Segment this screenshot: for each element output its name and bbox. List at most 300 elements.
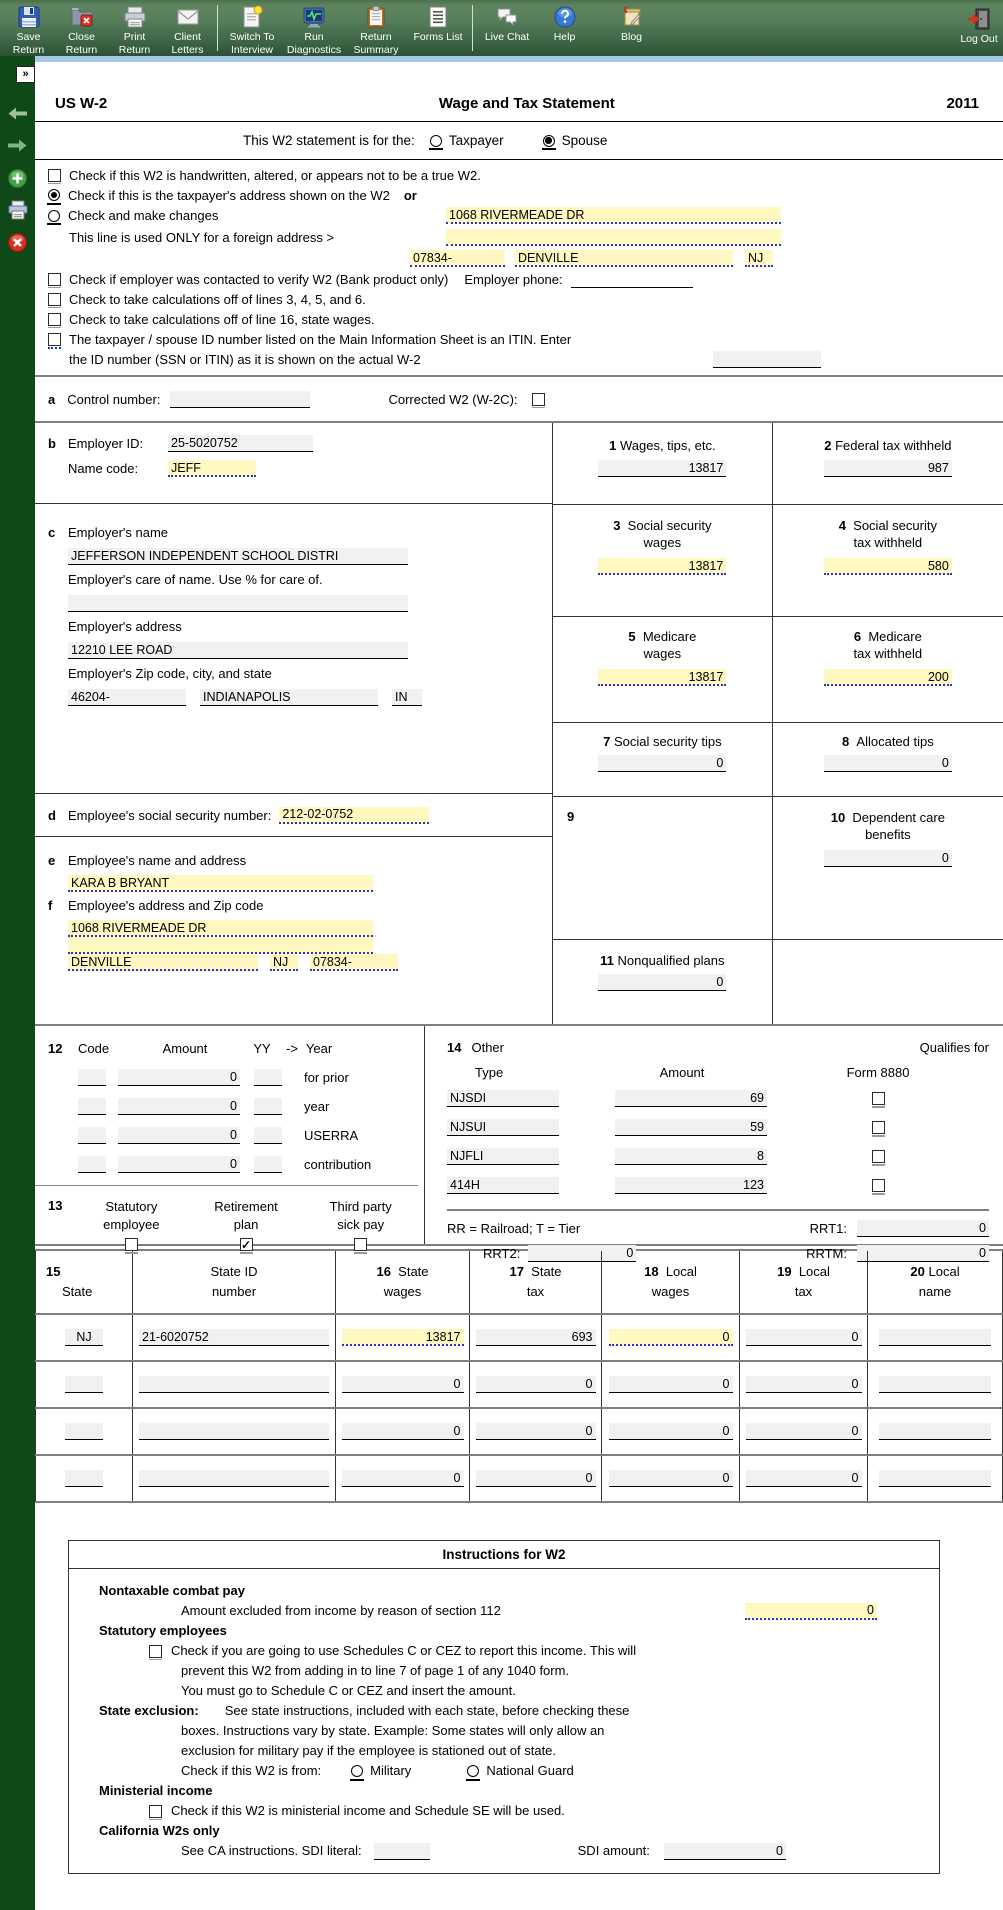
- employer-care-field[interactable]: [68, 595, 408, 612]
- control-number-field[interactable]: [170, 391, 310, 408]
- form-year: 2011: [946, 95, 979, 112]
- form-header: [35, 95, 1003, 112]
- forms-list-button[interactable]: [407, 4, 469, 44]
- box-12-13: [35, 1026, 425, 1244]
- military-radio[interactable]: [351, 1765, 363, 1777]
- box-13-thirdparty-label1: Third party: [329, 1199, 392, 1214]
- delete-form-icon[interactable]: [7, 232, 28, 256]
- box-4-label1: Social security: [853, 518, 937, 533]
- employer-name-label: Employer's name: [68, 525, 169, 540]
- calc-off-16-checkbox[interactable]: [48, 313, 61, 326]
- col-16-header: 16 State wages: [336, 1251, 470, 1313]
- qualifies-8880-checkbox-4[interactable]: [872, 1179, 885, 1192]
- taxpayer-label: Taxpayer: [448, 133, 504, 148]
- make-changes-label: Check and make changes: [68, 208, 219, 223]
- box-4-num: 4: [838, 518, 846, 533]
- col-17-header: 17 State tax: [470, 1251, 602, 1313]
- log-out-icon: [966, 6, 992, 32]
- print-page-icon[interactable]: [7, 200, 29, 223]
- box-d-letter: d: [48, 807, 56, 823]
- box-3: [553, 505, 772, 616]
- box-12-num: 12: [48, 1041, 63, 1056]
- box-14-amount-header: Amount: [659, 1064, 705, 1080]
- box-10-label1: Dependent care: [852, 810, 945, 825]
- ministerial-heading: Ministerial income: [99, 1783, 213, 1798]
- client-letters-button[interactable]: [161, 4, 214, 57]
- save-return-icon: [16, 4, 42, 30]
- box-14-label: Other: [471, 1039, 504, 1055]
- foreign-address-label: This line is used ONLY for a foreign address >: [69, 229, 335, 245]
- employee-city-field[interactable]: DENVILLE: [68, 954, 258, 971]
- main-toolbar: [0, 0, 1003, 56]
- california-heading: California W2s only: [99, 1823, 220, 1838]
- box-12-amount-field-3[interactable]: 0: [118, 1127, 240, 1144]
- spouse-radio[interactable]: [543, 135, 555, 147]
- state-tax-field-4[interactable]: 0: [476, 1470, 596, 1487]
- live-chat-label: Live Chat: [484, 31, 530, 43]
- employer-phone-label: Employer phone:: [464, 271, 563, 287]
- local-wages-field-4[interactable]: 0: [609, 1470, 733, 1487]
- box-12-amount-field-1[interactable]: 0: [118, 1069, 240, 1086]
- forms-list-label: Forms List: [413, 31, 463, 43]
- rrt1-field[interactable]: 0: [857, 1220, 989, 1237]
- box-5-num: 5: [628, 629, 636, 644]
- switch-to-interview-label: Switch To Interview: [229, 31, 275, 57]
- state-field-4[interactable]: [65, 1470, 103, 1487]
- qualifies-8880-checkbox-1[interactable]: [872, 1092, 885, 1105]
- save-return-button[interactable]: [2, 4, 55, 57]
- employer-address-label: Employer's address: [68, 619, 182, 634]
- w2-from-label: Check if this W2 is from:: [181, 1763, 322, 1778]
- box-8: [772, 723, 1003, 796]
- retirement-plan-checkbox[interactable]: [240, 1238, 253, 1251]
- close-return-label: Close Return: [65, 31, 98, 57]
- state-id-field-2[interactable]: [139, 1376, 329, 1393]
- state-id-field-3[interactable]: [139, 1423, 329, 1440]
- control-number-label: Control number:: [67, 391, 161, 407]
- itin-checkbox[interactable]: [48, 333, 61, 346]
- local-name-field-3[interactable]: [879, 1423, 991, 1440]
- state-local-table: [35, 1249, 1003, 1503]
- col-stateid-header: State ID number: [133, 1251, 336, 1313]
- box-12-yy-field-3[interactable]: [254, 1127, 282, 1144]
- ministerial-checkbox[interactable]: [149, 1805, 162, 1818]
- employee-state-field[interactable]: NJ: [270, 954, 298, 971]
- forms-list-icon: [425, 4, 451, 30]
- live-chat-icon: [494, 4, 520, 30]
- city-field[interactable]: DENVILLE: [515, 250, 733, 267]
- box-5-label1: Medicare: [642, 629, 697, 644]
- rrt1-label: RRT1:: [809, 1221, 847, 1236]
- state-table-header: [35, 1251, 1003, 1315]
- box-1-field[interactable]: 13817: [598, 460, 726, 477]
- save-return-label: Save Return: [12, 31, 45, 57]
- rrt2-field[interactable]: 0: [528, 1245, 636, 1262]
- local-name-field-4[interactable]: [879, 1470, 991, 1487]
- box-11-num: 11: [600, 953, 614, 968]
- box-12-yy-header: YY: [253, 1041, 271, 1056]
- state-field-3[interactable]: [65, 1423, 103, 1440]
- box-9: [553, 797, 772, 939]
- box-b: [35, 423, 552, 504]
- box-1-num: 1: [609, 438, 617, 453]
- employer-contacted-label: Check if employer was contacted to verify W2 (Bank product only): [69, 271, 449, 287]
- box-12-yy-field-1[interactable]: [254, 1069, 282, 1086]
- name-code-label: Name code:: [68, 461, 139, 476]
- employer-zip-label: Employer's Zip code, city, and state: [68, 666, 272, 681]
- zip-field[interactable]: 07834-: [410, 250, 505, 267]
- statutory-employee-checkbox[interactable]: [125, 1238, 138, 1251]
- state-tax-field-2[interactable]: 0: [476, 1376, 596, 1393]
- help-button[interactable]: [538, 4, 591, 44]
- sdi-literal-field[interactable]: [374, 1843, 430, 1860]
- box-5-label2: wages: [643, 646, 682, 661]
- box-f-letter: f: [48, 898, 53, 913]
- blog-icon: [619, 4, 645, 30]
- box-10-field[interactable]: 0: [824, 850, 952, 867]
- local-name-field-2[interactable]: [879, 1376, 991, 1393]
- local-wages-field-3[interactable]: 0: [609, 1423, 733, 1440]
- state-field-1[interactable]: NJ: [65, 1329, 103, 1346]
- box-12-13-14-section: [35, 1026, 1003, 1261]
- statutory-line2: prevent this W2 from adding in to line 7 of page 1 of any 1040 form.: [181, 1663, 570, 1678]
- form-id: US W-2: [55, 95, 108, 112]
- exclusion-line1: See state instructions, included with each state, before checking these: [224, 1703, 630, 1718]
- box-13-thirdparty: [303, 1198, 418, 1256]
- box-7-field[interactable]: 0: [598, 755, 726, 772]
- box-14-type-header: Type: [475, 1064, 504, 1080]
- name-code-field[interactable]: JEFF: [168, 460, 256, 477]
- box-14-type-field-4[interactable]: 414H: [447, 1177, 559, 1194]
- switch-to-interview-icon: [239, 4, 265, 30]
- state-id-field-4[interactable]: [139, 1470, 329, 1487]
- close-return-button[interactable]: [55, 4, 108, 57]
- statutory-line1: Check if you are going to use Schedules C or CEZ to report this income. This will: [171, 1643, 637, 1658]
- employee-ssn-field[interactable]: 212-02-0752: [279, 807, 429, 824]
- print-return-icon: [122, 4, 148, 30]
- instructions-box: [68, 1540, 940, 1874]
- print-return-button[interactable]: [108, 4, 161, 57]
- form-page: [35, 56, 1003, 1910]
- box-12-note-2: year: [304, 1099, 330, 1114]
- box-12-amount-field-4[interactable]: 0: [118, 1156, 240, 1173]
- statutory-line3: You must go to Schedule C or CEZ and insert the amount.: [181, 1683, 516, 1698]
- col-19-header: 19 Local tax: [740, 1251, 868, 1313]
- forward-arrow-icon[interactable]: [7, 138, 28, 156]
- employer-zip-field[interactable]: 46204-: [68, 689, 186, 706]
- calc-off-16-label: Check to take calculations off of line 16, state wages.: [69, 311, 375, 327]
- state-field[interactable]: NJ: [745, 250, 773, 267]
- local-tax-field-3[interactable]: 0: [746, 1423, 862, 1440]
- employer-id-label: Employer ID:: [68, 436, 144, 451]
- calc-off-3456-label: Check to take calculations off of lines 3, 4, 5, and 6.: [69, 291, 366, 307]
- national-guard-label: National Guard: [486, 1763, 574, 1778]
- handwritten-label: Check if this W2 is handwritten, altered, or appears not to be a true W2.: [69, 167, 481, 183]
- client-letters-icon: [175, 4, 201, 30]
- employer-contacted-checkbox[interactable]: [48, 273, 61, 286]
- employee-zip-field[interactable]: 07834-: [310, 954, 398, 971]
- rrtm-label: RRTM:: [806, 1246, 847, 1261]
- line-a-letter: a: [48, 391, 56, 407]
- itin-label-line1: The taxpayer / spouse ID number listed on the Main Information Sheet is an ITIN. Enter: [69, 331, 572, 347]
- state-exclusion-heading: State exclusion:: [99, 1703, 199, 1718]
- spouse-option[interactable]: [543, 133, 608, 148]
- ministerial-line1: Check if this W2 is ministerial income and Schedule SE will be used.: [171, 1803, 565, 1818]
- local-tax-field-4[interactable]: 0: [746, 1470, 862, 1487]
- box-c-letter: c: [48, 525, 56, 540]
- log-out-button[interactable]: [941, 6, 1003, 46]
- itin-id-field[interactable]: [713, 351, 821, 368]
- employer-city-field[interactable]: INDIANAPOLIS: [200, 689, 378, 706]
- log-out-label: Log Out: [960, 33, 998, 45]
- statutory-heading: Statutory employees: [99, 1623, 227, 1638]
- col-20-header: 20 Local name: [868, 1251, 1003, 1313]
- box-12-code-header: Code: [78, 1041, 110, 1056]
- run-diagnostics-icon: [301, 4, 327, 30]
- box-13-statutory-label1: Statutory: [105, 1199, 158, 1214]
- rrt2-label: RRT2:: [483, 1246, 521, 1261]
- box-14-type-field-3[interactable]: NJFLI: [447, 1148, 559, 1165]
- box-6-label2: tax withheld: [853, 646, 923, 661]
- box-11-label: Nonqualified plans: [617, 953, 725, 968]
- box-2: [772, 423, 1003, 504]
- box-14-amount-field-1[interactable]: 69: [615, 1090, 767, 1107]
- box-13-thirdparty-label2: sick pay: [337, 1217, 385, 1232]
- return-summary-button[interactable]: [345, 4, 407, 57]
- box-7-label: Social security tips: [613, 734, 722, 749]
- employee-name-field[interactable]: KARA B BRYANT: [68, 875, 373, 892]
- employee-street2-field[interactable]: [68, 937, 373, 954]
- employer-state-field[interactable]: IN: [392, 689, 422, 706]
- itin-label-line2: the ID number (SSN or ITIN) as it is shown on the actual W-2: [69, 351, 421, 367]
- box-9-num: 9: [567, 809, 575, 824]
- box-14-type-field-2[interactable]: NJSUI: [447, 1119, 559, 1136]
- box-14-amount-field-3[interactable]: 8: [615, 1148, 767, 1165]
- sidebar-expand-button[interactable]: »: [16, 66, 35, 83]
- close-return-icon: [69, 4, 95, 30]
- run-diagnostics-label: Run Diagnostics: [286, 31, 342, 57]
- combat-pay-field[interactable]: 0: [745, 1603, 877, 1620]
- local-tax-field-1[interactable]: 0: [746, 1329, 862, 1346]
- box-12-arrow: ->: [286, 1041, 298, 1056]
- help-icon: [552, 4, 578, 30]
- statement-for-row: [35, 122, 1003, 159]
- state-row-3: [35, 1409, 1003, 1456]
- toolbar-separator: [217, 5, 218, 51]
- employee-ssn-label: Employee's social security number:: [68, 807, 272, 823]
- box-6-num: 6: [853, 629, 862, 644]
- calc-off-3456-checkbox[interactable]: [48, 293, 61, 306]
- box-4-field[interactable]: 580: [824, 558, 952, 575]
- col-15-header: 15 State: [35, 1251, 133, 1313]
- box-10-num: 10: [830, 810, 846, 825]
- make-changes-radio[interactable]: [48, 210, 60, 222]
- box-13: [48, 1198, 418, 1256]
- or-label: or: [403, 187, 417, 203]
- left-sidebar: [0, 56, 35, 1910]
- box-12-note-3: USERRA: [304, 1128, 359, 1143]
- box-b-letter: b: [48, 436, 56, 451]
- toolbar-separator: [472, 5, 473, 51]
- military-label: Military: [370, 1763, 412, 1778]
- run-diagnostics-button[interactable]: [283, 4, 345, 57]
- local-name-field-1[interactable]: [879, 1329, 991, 1346]
- box-11-field[interactable]: 0: [598, 974, 726, 991]
- employee-address-label: Employee's address and Zip code: [68, 898, 264, 913]
- box-12-note-1: for prior: [304, 1070, 349, 1085]
- state-tax-field-3[interactable]: 0: [476, 1423, 596, 1440]
- corrected-w2-checkbox[interactable]: [532, 393, 545, 406]
- box-8-num: 8: [841, 734, 850, 749]
- box-8-label: Allocated tips: [856, 734, 934, 749]
- street-field[interactable]: 1068 RIVERMEADE DR: [446, 207, 781, 224]
- taxpayer-address-label: Check if this is the taxpayer's address shown on the W2: [68, 187, 390, 203]
- box-4-label2: tax withheld: [853, 535, 923, 550]
- box-2-label: Federal tax withheld: [835, 438, 952, 453]
- spouse-label: Spouse: [561, 133, 608, 148]
- live-chat-button[interactable]: [476, 4, 538, 44]
- exclusion-line2: boxes. Instructions vary by state. Example: Some states will only allow an: [181, 1723, 605, 1738]
- local-tax-field-2[interactable]: 0: [746, 1376, 862, 1393]
- box-13-num: 13: [48, 1198, 63, 1213]
- box-10-label2: benefits: [865, 827, 911, 842]
- state-wages-field-4[interactable]: 0: [342, 1470, 464, 1487]
- control-number-row: [35, 377, 1003, 421]
- employer-care-label: Employer's care of name. Use % for care of.: [68, 572, 323, 587]
- box-11-empty-cell: [772, 940, 1003, 1024]
- statement-for-label: This W2 statement is for the:: [243, 133, 415, 148]
- col-18-header: 18 Local wages: [602, 1251, 740, 1313]
- rr-note: RR = Railroad; T = Tier: [447, 1221, 581, 1236]
- box-12-year-header: Year: [305, 1041, 333, 1056]
- employer-phone-field[interactable]: [571, 271, 693, 288]
- box-12-code-field-2[interactable]: [78, 1098, 106, 1115]
- box-4: [772, 505, 1003, 616]
- handwritten-checkbox[interactable]: [48, 169, 61, 182]
- box-13-statutory-label2: employee: [103, 1217, 160, 1232]
- switch-to-interview-button[interactable]: [221, 4, 283, 57]
- box-6-field[interactable]: 200: [824, 669, 952, 686]
- return-summary-label: Return Summary: [353, 31, 399, 57]
- box-1-label: Wages, tips, etc.: [619, 438, 716, 453]
- box-7: [553, 723, 772, 796]
- sdi-amount-field[interactable]: 0: [664, 1843, 786, 1860]
- blog-label: Blog: [620, 31, 642, 43]
- box-14-num: 14: [447, 1039, 462, 1055]
- box-12-yy-field-2[interactable]: [254, 1098, 282, 1115]
- box-11: [553, 940, 772, 1024]
- state-tax-field-1[interactable]: 693: [476, 1329, 596, 1346]
- box-8-field[interactable]: 0: [824, 755, 952, 772]
- box-14-amount-field-2[interactable]: 59: [615, 1119, 767, 1136]
- box-5: [553, 617, 772, 722]
- box-12-code-field-3[interactable]: [78, 1127, 106, 1144]
- box-13-retirement-label1: Retirement: [214, 1199, 278, 1214]
- box-14-qualifies-label2: Form 8880: [846, 1064, 910, 1080]
- employer-address-field[interactable]: 12210 LEE ROAD: [68, 642, 408, 659]
- box-12-amount-field-2[interactable]: 0: [118, 1098, 240, 1115]
- top-checks-section: [35, 160, 1003, 375]
- rrtm-field[interactable]: 0: [857, 1245, 989, 1262]
- box-3-field[interactable]: 13817: [598, 558, 726, 575]
- taxpayer-option[interactable]: [430, 133, 504, 148]
- sdi-amount-label: SDI amount:: [577, 1843, 650, 1858]
- exclusion-line3: exclusion for military pay if the employee is stationed out of state.: [181, 1743, 557, 1758]
- employee-name-label: Employee's name and address: [68, 853, 247, 868]
- add-form-icon[interactable]: [7, 168, 28, 192]
- box-1: [553, 423, 772, 504]
- box-c: [35, 504, 552, 794]
- taxpayer-address-radio[interactable]: [48, 189, 60, 201]
- schedule-c-checkbox[interactable]: [149, 1645, 162, 1658]
- taxpayer-radio[interactable]: [430, 135, 442, 147]
- state-wages-field-2[interactable]: 0: [342, 1376, 464, 1393]
- box-2-num: 2: [824, 438, 832, 453]
- form-title: Wage and Tax Statement: [438, 95, 615, 112]
- return-summary-icon: [363, 4, 389, 30]
- box-3-label1: Social security: [627, 518, 712, 533]
- instructions-title: Instructions for W2: [69, 1541, 939, 1569]
- box-2-field[interactable]: 987: [824, 460, 952, 477]
- employee-street-field[interactable]: 1068 RIVERMEADE DR: [68, 920, 373, 937]
- local-wages-field-2[interactable]: 0: [609, 1376, 733, 1393]
- box-3-num: 3: [613, 518, 621, 533]
- box-13-retirement-label2: plan: [233, 1217, 259, 1232]
- box-14-amount-field-4[interactable]: 123: [615, 1177, 767, 1194]
- box-d: [35, 794, 552, 837]
- back-arrow-icon[interactable]: [7, 106, 28, 124]
- foreign-address-field[interactable]: [446, 229, 781, 246]
- state-row-1: [35, 1315, 1003, 1362]
- box-14-type-field-1[interactable]: NJSDI: [447, 1090, 559, 1107]
- box-12-code-field-1[interactable]: [78, 1069, 106, 1086]
- state-wages-field-1[interactable]: 13817: [342, 1329, 464, 1346]
- combat-pay-line: Amount excluded from income by reason of section 112: [181, 1603, 501, 1618]
- state-wages-field-3[interactable]: 0: [342, 1423, 464, 1440]
- print-return-label: Print Return: [118, 31, 151, 57]
- box-5-field[interactable]: 13817: [598, 669, 726, 686]
- client-letters-label: Client Letters: [171, 31, 204, 57]
- box-14: [425, 1026, 1003, 1261]
- state-row-4: [35, 1456, 1003, 1501]
- corrected-w2-label: Corrected W2 (W-2C):: [388, 391, 518, 407]
- box-12-note-4: contribution: [304, 1157, 372, 1172]
- box-12-amount-header: Amount: [162, 1041, 208, 1056]
- box-10: [772, 797, 1003, 939]
- qualifies-8880-checkbox-3[interactable]: [872, 1150, 885, 1163]
- national-guard-radio[interactable]: [467, 1765, 479, 1777]
- box-6: [772, 617, 1003, 722]
- box-7-num: 7: [603, 734, 611, 749]
- box-12-yy-field-4[interactable]: [254, 1156, 282, 1173]
- ca-sdi-literal-label: See CA instructions. SDI literal:: [181, 1843, 362, 1858]
- box-13-retirement: [189, 1198, 304, 1256]
- third-party-sick-pay-checkbox[interactable]: [354, 1238, 367, 1251]
- blog-button[interactable]: [605, 4, 658, 44]
- box-13-statutory: [74, 1198, 189, 1256]
- state-field-2[interactable]: [65, 1376, 103, 1393]
- box-6-label1: Medicare: [868, 629, 922, 644]
- state-id-field-1[interactable]: 21-6020752: [139, 1329, 329, 1346]
- local-wages-field-1[interactable]: 0: [609, 1329, 733, 1346]
- qualifies-8880-checkbox-2[interactable]: [872, 1121, 885, 1134]
- box-14-qualifies-label1: Qualifies for: [919, 1039, 989, 1055]
- employer-id-field[interactable]: 25-5020752: [168, 435, 313, 452]
- employer-name-field[interactable]: JEFFERSON INDEPENDENT SCHOOL DISTRI: [68, 548, 408, 565]
- box-3-label2: wages: [643, 535, 682, 550]
- box-e-f: [35, 837, 552, 1023]
- box-12-code-field-4[interactable]: [78, 1156, 106, 1173]
